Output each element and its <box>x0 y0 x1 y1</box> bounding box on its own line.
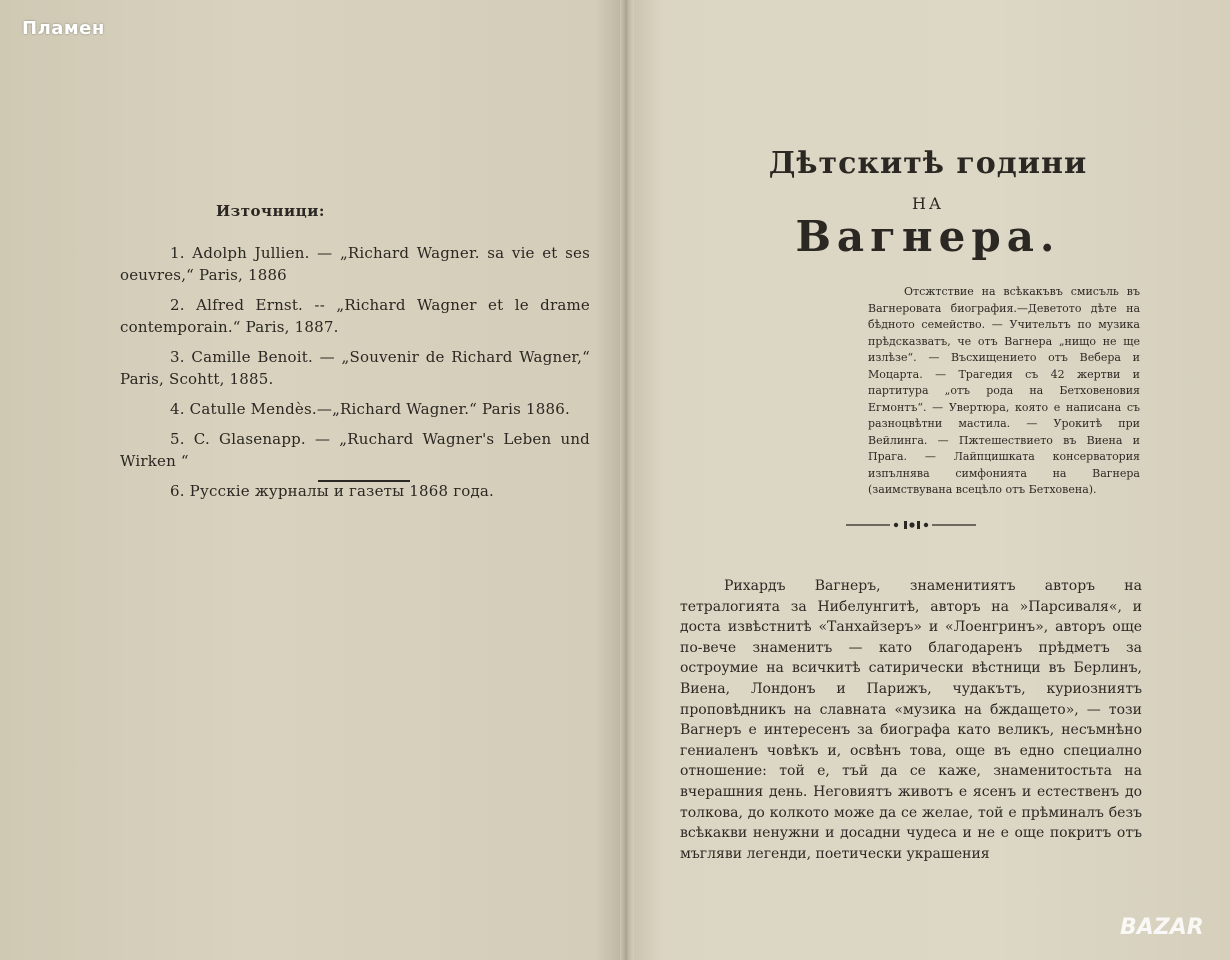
ornament-divider <box>846 518 976 532</box>
source-item: 3. Camille Benoit. — „Souvenir de Richard Wagner,“ Paris, Scohtt, 1885. <box>120 348 590 388</box>
chapter-title: Дѣтскитѣ години <box>768 146 1088 181</box>
chapter-title-name: Вагнера. <box>795 212 1061 261</box>
watermark-username: Пламен <box>22 18 105 39</box>
source-item: 4. Catulle Mendès.—„Richard Wagner.“ Paris 1886. <box>170 400 570 418</box>
chapter-title-na: НА <box>911 194 945 213</box>
sources-list <box>120 242 590 510</box>
chapter-summary: Отсжтствие на всѣкакъвъ смисъль въ Вагнеровата биография.—Деветото дѣте на бѣдното семейство. — Учительтъ по музика прѣдсказватъ, че отъ Вагнера „нищо не ще излѣзе“. — Въсхищението отъ Вебера и Моцарта. — Трагедия съ 42 жертви и партитура „отъ рода на Бетховеновия Егмонтъ“. — Увертюра, която е написана съ разноцвѣтни мастила. — Урокитѣ при Вейлинга. — Пжтешествието въ Виена и Прага. — Лайпцишката консерватория изпълнява симфонията на Вагнера (заимствувана всецѣло отъ Бетховена). <box>868 285 1140 496</box>
watermark-brand-logo: BAZAR <box>1120 915 1204 940</box>
source-item: 6. Русскіе журналы и газеты 1868 года. <box>170 482 495 500</box>
sources-heading: Източници: <box>216 202 325 220</box>
section-divider <box>318 480 410 482</box>
chapter-body-text: Рихардъ Вагнеръ, знаменитиятъ авторъ на тетралогията за Нибелунгитѣ, авторъ на »Парсиваля«, и доста извѣстнитѣ «Танхайзеръ» и «Лоенгринъ», авторъ още по-вече знаменитъ — като благодаренъ прѣдметъ за остроумие на всичкитѣ сатирически вѣстници въ Берлинъ, Виена, Лондонъ и Парижъ, чудакътъ, куриозниятъ проповѣдникъ на славната «музика на бждащето», — този Вагнеръ е интересенъ за биографа като великъ, несъмнѣно гениаленъ човѣкъ и, освѣнъ това, още въ едно специално отношение: той е, тъй да се каже, знаменитостьта на вчерашния день. Неговиятъ животъ е ясенъ и естественъ до толкова, до колкото може да се желае, той е прѣминалъ безъ всѣкакви ненужни и досадни чудеса и не е още покритъ отъ мъгляви легенди, поетически украшения <box>680 578 1142 862</box>
source-item: 1. Adolph Jullien. — „Richard Wagner. sa vie et ses oeuvres,“ Paris, 1886 <box>120 244 590 284</box>
source-item: 5. C. Glasenapp. — „Ruchard Wagner's Leben und Wirken “ <box>120 430 590 470</box>
source-item: 2. Alfred Ernst. -- „Richard Wagner et le drame contemporain.“ Paris, 1887. <box>120 296 590 336</box>
book-gutter <box>620 0 634 960</box>
